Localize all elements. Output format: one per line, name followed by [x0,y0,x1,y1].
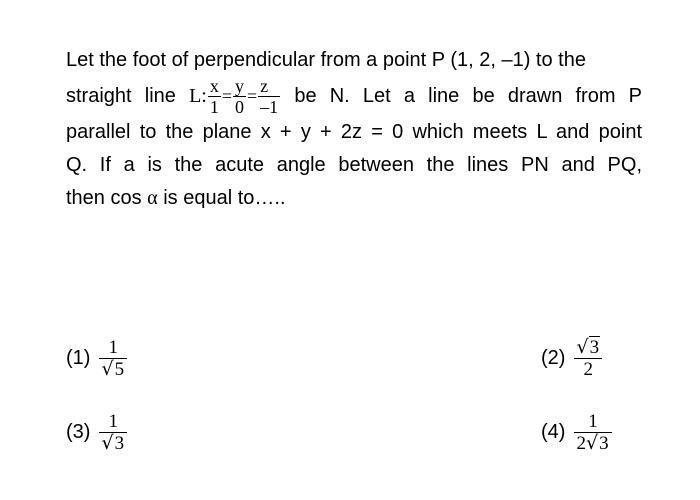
option-4-den-coefficient: 2 [576,433,586,454]
option-2-label: (2) [541,347,566,369]
option-1-radicand: 5 [114,359,125,380]
question-line-5-prefix: then cos [66,187,148,209]
option-3-sqrt [101,434,125,453]
equals-sign: = [247,86,258,106]
option-1-label: (1) [66,347,91,369]
option-3-numerator: 1 [99,412,127,433]
option-4-radicand: 3 [599,433,609,454]
option-4-denominator [574,433,611,453]
option-4[interactable] [541,412,613,453]
question-line-2-suffix: be N. Let a line be drawn from P [281,84,643,107]
fraction-y [233,77,246,116]
option-3[interactable] [66,412,128,453]
option-3-denominator [99,433,127,453]
line-label: L: [189,84,207,107]
question-line-3: parallel to the plane x + y + 2z = 0 which meets L and point [66,121,642,143]
question-line-2 [66,77,642,116]
alpha-symbol: α [147,187,158,209]
question-line-2-prefix: straight line [66,84,190,107]
option-4-numerator: 1 [574,412,611,433]
option-2-radicand: 3 [589,337,600,358]
option-1-fraction [99,338,127,379]
question-text [66,44,642,215]
fraction-x [208,77,221,116]
question-line-4: Q. If a is the acute angle between the lines PN and PQ, [66,154,642,176]
fraction-z-numerator: z [258,77,280,97]
fraction-z [258,77,280,116]
option-1[interactable] [66,338,128,379]
option-1-numerator: 1 [99,338,127,359]
question-line-5 [66,182,642,215]
option-4-fraction [574,412,611,453]
option-3-label: (3) [66,421,91,443]
radical-sign: √ [101,358,114,380]
option-4-sqrt [586,434,610,453]
option-3-radicand: 3 [114,433,125,454]
option-2[interactable] [541,338,603,379]
option-1-sqrt [101,360,125,379]
option-2-sqrt [576,338,600,357]
option-2-fraction [574,338,602,379]
option-4-label: (4) [541,421,566,443]
radical-sign: √ [576,336,589,358]
fraction-z-denominator: –1 [260,97,279,117]
equals-sign: = [221,86,232,106]
option-2-denominator: 2 [583,359,593,380]
option-3-fraction [99,412,127,453]
fraction-x-numerator: x [209,76,219,96]
question-line-1: Let the foot of perpendicular from a point P (1, 2, –1) to the [66,49,586,71]
fraction-y-denominator: 0 [235,97,244,117]
radical-sign: √ [585,432,599,454]
question-line-5-suffix: is equal to….. [157,187,286,209]
option-2-numerator [574,338,602,359]
option-1-denominator [99,359,127,379]
radical-sign: √ [101,432,114,454]
fraction-x-denominator: 1 [209,97,219,117]
fraction-y-numerator: y [235,76,244,96]
